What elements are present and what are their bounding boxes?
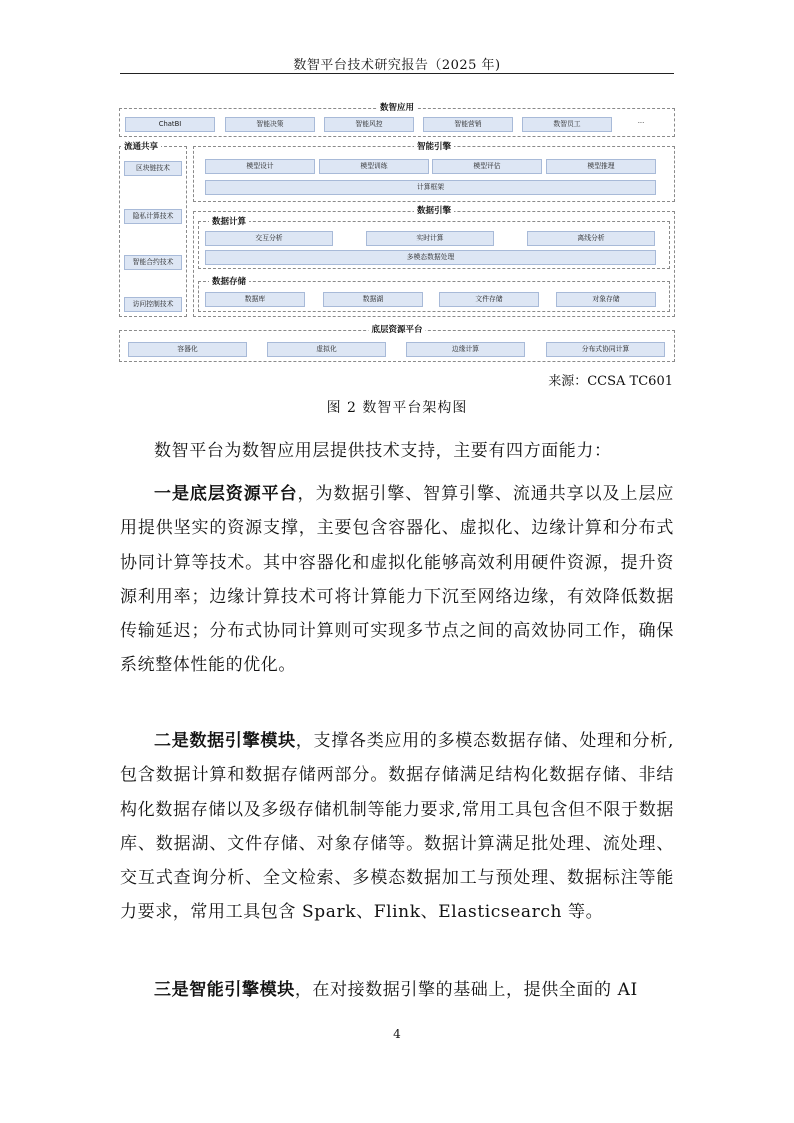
intro-paragraph [120,434,674,468]
base-item: 虚拟化 [267,342,386,357]
paragraph-heading: 二是数据引擎模块 [154,731,296,751]
engine-item: 模型训练 [319,159,429,174]
paragraph-intelligent-engine [120,973,674,1007]
compute-item: 离线分析 [527,231,655,246]
intelligent-engine-title: 智能引擎 [414,142,454,152]
figure-source: 来源：CCSA TC601 [548,374,673,389]
storage-item: 文件存储 [439,292,539,307]
app-item: ChatBI [125,117,215,132]
engine-item: 模型推理 [546,159,656,174]
app-item: 智能营销 [423,117,513,132]
paragraph-text: ，为数据引擎、智算引擎、流通共享以及上层应用提供坚实的资源支撑，主要包含容器化、虚拟化、边缘计算和分布式协同计算等技术。其中容器化和虚拟化能够高效利用硬件资源，提升资源利用率；边缘计算技术可将计算能力下沉至网络边缘，有效降低数据传输延迟；分布式协同计算则可实现多节点之间的高效协同工作，确保系统整体性能的优化。 [120,484,674,676]
intro-text: 数智平台为数智应用层提供技术支持，主要有四方面能力： [154,441,612,461]
compute-framework: 计算框架 [205,180,656,195]
storage-item: 数据湖 [323,292,423,307]
page-number: 4 [393,1027,401,1041]
paragraph-text: ，在对接数据引擎的基础上，提供全面的 AI [294,980,638,1000]
storage-item: 对象存储 [556,292,656,307]
circulation-title: 流通共享 [121,142,161,152]
compute-item: 实时计算 [366,231,494,246]
circulation-item: 访问控制技术 [124,297,182,312]
paragraph-heading: 三是智能引擎模块 [154,980,295,1000]
paragraph-heading: 一是底层资源平台 [154,484,298,504]
paragraph-text: ，支撑各类应用的多模态数据存储、处理和分析,包含数据计算和数据存储两部分。数据存储满足结构化数据存储、非结构化数据存储以及多级存储机制等能力要求,常用工具包含但不限于数据库、数据湖、文件存储、对象存储等。数据计算满足批处理、流处理、交互式查询分析、全文检索、多模态数据加工与预处理、数据标注等能力要求，常用工具包含 Spark、Flink、Elasticsearch 等。 [120,731,674,923]
base-item: 边缘计算 [406,342,525,357]
app-item: 智能决策 [225,117,315,132]
data-engine-title: 数据引擎 [414,206,454,216]
circulation-item: 区块链技术 [124,161,182,176]
app-item-more: ··· [637,119,645,127]
multimodal-processing: 多模态数据处理 [205,250,656,265]
architecture-diagram [119,100,675,366]
data-compute-title: 数据计算 [209,217,249,227]
paragraph-data-engine [120,724,674,930]
app-item: 智能风控 [324,117,414,132]
circulation-item: 隐私计算技术 [124,209,182,224]
base-item: 容器化 [128,342,247,357]
base-layer-title: 底层资源平台 [368,325,425,335]
engine-item: 模型评估 [432,159,542,174]
paragraph-base-platform [120,477,674,683]
figure-caption: 图 2 数智平台架构图 [326,400,468,416]
circulation-item: 智能合约技术 [124,255,182,270]
page-header: 数智平台技术研究报告（2025 年) [293,58,501,73]
engine-item: 模型设计 [205,159,315,174]
base-item: 分布式协同计算 [546,342,665,357]
data-storage-title: 数据存储 [209,277,249,287]
header-rule [120,73,674,74]
storage-item: 数据库 [205,292,305,307]
compute-item: 交互分析 [205,231,333,246]
app-layer-title: 数智应用 [377,103,417,113]
app-item: 数智员工 [522,117,612,132]
